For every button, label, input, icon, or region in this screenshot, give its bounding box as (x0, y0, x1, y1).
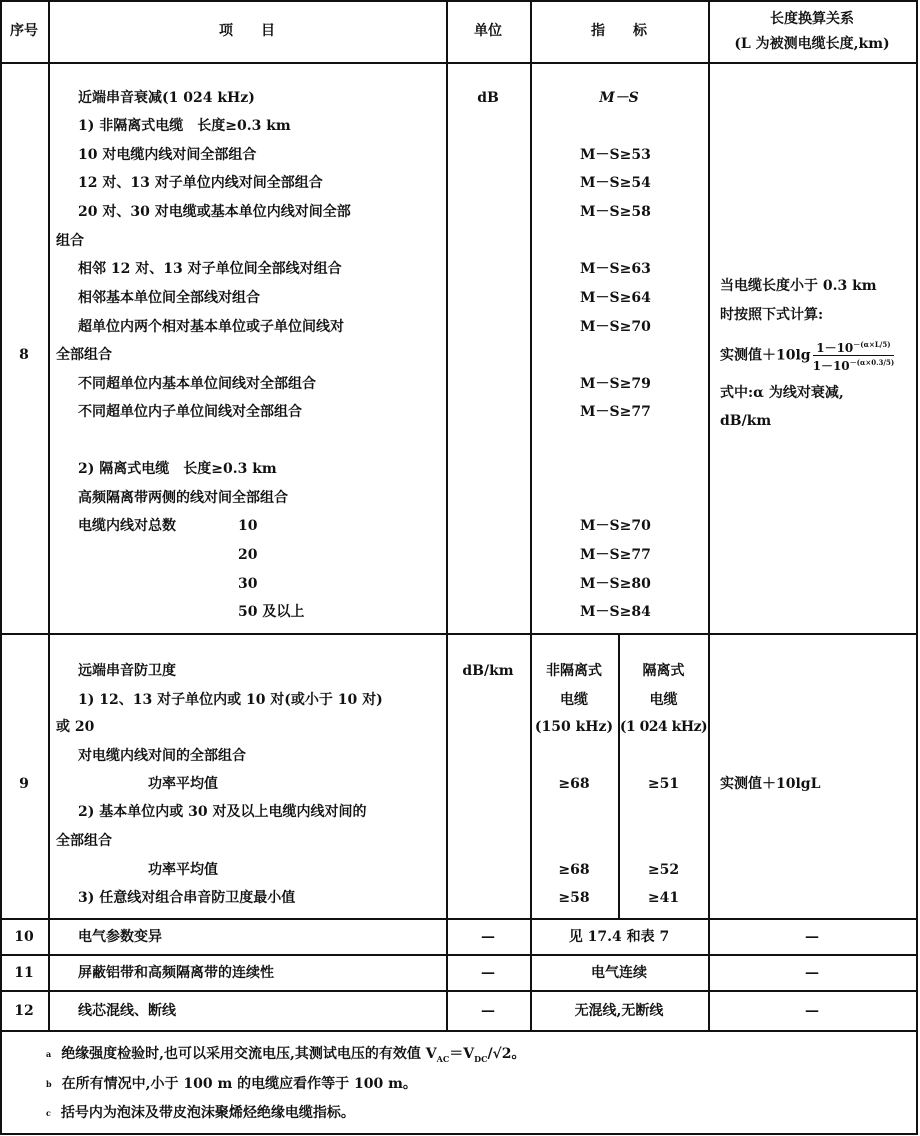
footnote-c (46, 1104, 355, 1122)
header-no: 序号 (10, 23, 38, 39)
item-line: 或 20 (56, 719, 95, 735)
index-value: M－S≥77 (580, 404, 651, 420)
conv-formula (720, 338, 894, 373)
denominator-exponent: －(α×0.3/5) (849, 358, 895, 367)
row-no: 11 (14, 965, 34, 981)
item-line: 2) 基本单位内或 30 对及以上电缆内线对间的 (78, 804, 367, 820)
item-line: 10 (238, 518, 258, 534)
item-line: 3) 任意线对组合串音防卫度最小值 (78, 890, 296, 906)
index-value: M－S≥70 (580, 518, 651, 534)
index-value: M－S≥84 (580, 604, 651, 620)
row-no: 9 (19, 776, 29, 792)
rule (0, 0, 918, 2)
item-line: 20 对、30 对电缆或基本单位内线对间全部 (78, 204, 351, 220)
index-value: M－S≥63 (580, 261, 651, 277)
item-line: 近端串音衰减(1 024 kHz) (78, 90, 255, 106)
subscript: DC (474, 1053, 488, 1064)
item: 线芯混线、断线 (78, 1003, 176, 1019)
header-index: 指 标 (591, 23, 647, 39)
col-a-head: (150 kHz) (534, 719, 614, 735)
rule (0, 633, 918, 635)
footnote-text: /√2。 (487, 1046, 526, 1062)
item-line: 不同超单位内基本单位间线对全部组合 (78, 376, 316, 392)
row-no: 10 (14, 929, 34, 945)
unit: dB (477, 90, 499, 106)
col-b-value: ≥52 (647, 862, 680, 878)
item: 屏蔽铝带和高频隔离带的连续性 (78, 965, 274, 981)
index: 见 17.4 和表 7 (568, 929, 670, 945)
row-no: 8 (19, 347, 29, 363)
footnote-text: ＝V (449, 1046, 475, 1062)
footnote-mark: c (46, 1108, 51, 1118)
footnote-b (46, 1075, 417, 1093)
item-line: 组合 (56, 233, 84, 249)
conv: — (805, 1003, 819, 1019)
rule (0, 918, 918, 920)
rule (446, 0, 448, 1031)
conv-text: 当电缆长度小于 0.3 km (720, 278, 877, 294)
rule (48, 0, 50, 1031)
numerator: 1－10 (816, 341, 854, 355)
item-line: 2) 隔离式电缆 长度≥0.3 km (78, 461, 277, 477)
item-line: 相邻 12 对、13 对子单位间全部线对组合 (78, 261, 342, 277)
rule (0, 62, 918, 64)
index-value: M－S≥70 (580, 319, 651, 335)
footnote-mark: a (46, 1049, 52, 1059)
rule (0, 1030, 918, 1032)
rule (0, 990, 918, 992)
col-a-head: 非隔离式 (546, 663, 602, 679)
col-b-head: (1 024 kHz) (619, 719, 708, 735)
item-line: 12 对、13 对子单位内线对间全部组合 (78, 175, 323, 191)
item-line: 功率平均值 (148, 862, 218, 878)
col-a-value: ≥58 (558, 890, 590, 906)
formula-prefix: 实测值＋10lg (720, 347, 811, 364)
unit: — (481, 1003, 495, 1019)
item-line: 全部组合 (56, 347, 112, 363)
index-value: M－S≥54 (580, 175, 651, 191)
item-line: 不同超单位内子单位间线对全部组合 (78, 404, 302, 420)
item-line: 超单位内两个相对基本单位或子单位间线对 (78, 319, 344, 335)
item-line: 功率平均值 (148, 776, 218, 792)
subscript: AC (436, 1053, 450, 1064)
rule (708, 0, 710, 1031)
header-unit: 单位 (474, 23, 502, 39)
footnote-text: 绝缘强度检验时,也可以采用交流电压,其测试电压的有效值 V (61, 1046, 437, 1062)
col-b-head: 隔离式 (642, 663, 685, 679)
index-value: M－S≥53 (580, 147, 651, 163)
item-line: 10 对电缆内线对间全部组合 (78, 147, 257, 163)
item-line: 对电缆内线对间的全部组合 (78, 748, 246, 764)
item-line: 1) 非隔离式电缆 长度≥0.3 km (78, 118, 291, 134)
col-a-head: 电缆 (560, 692, 588, 708)
item-line: 20 (238, 547, 258, 563)
item-line: 远端串音防卫度 (78, 663, 176, 679)
col-b-value: ≥51 (647, 776, 680, 792)
unit: — (481, 929, 495, 945)
numerator-exponent: －(α×L/5) (853, 340, 891, 349)
item-line: 相邻基本单位间全部线对组合 (78, 290, 260, 306)
item-line: 高频隔离带两侧的线对间全部组合 (78, 490, 288, 506)
conv-text: dB/km (720, 413, 772, 429)
conv: — (805, 965, 819, 981)
denominator: 1－10 (812, 359, 850, 373)
index-head: M－S (599, 90, 639, 106)
unit: — (481, 965, 495, 981)
footnote-a (46, 1045, 526, 1068)
formula-fraction (813, 338, 895, 373)
conv-text: 时按照下式计算: (720, 307, 824, 323)
header-item: 项 目 (219, 23, 275, 39)
item-line: 30 (238, 576, 258, 592)
col-b-value: ≥41 (647, 890, 680, 906)
header-conv: 长度换算关系 (770, 11, 854, 27)
index: 电气连续 (591, 965, 647, 981)
rule (0, 1133, 918, 1135)
index-value: M－S≥79 (580, 376, 651, 392)
item-line: 电缆内线对总数 (78, 518, 176, 534)
footnote-mark: b (46, 1079, 52, 1089)
col-a-value: ≥68 (558, 776, 590, 792)
index-value: M－S≥80 (580, 576, 651, 592)
col-a-value: ≥68 (558, 862, 590, 878)
item: 电气参数变异 (78, 929, 162, 945)
unit: dB/km (462, 663, 514, 679)
index-value: M－S≥58 (580, 204, 651, 220)
col-b-head: 电缆 (649, 692, 678, 708)
rule (916, 0, 918, 1135)
conv: — (805, 929, 819, 945)
item-line: 50 及以上 (238, 604, 305, 620)
footnote-text: 括号内为泡沫及带皮泡沫聚烯烃绝缘电缆指标。 (60, 1105, 355, 1121)
index: 无混线,无断线 (574, 1003, 664, 1019)
header-conv-note: (L 为被测电缆长度,km) (734, 36, 890, 52)
index-value: M－S≥77 (580, 547, 651, 563)
conv-text: 式中:α 为线对衰减, (720, 385, 844, 401)
conv-text: 实测值＋10lgL (720, 776, 821, 792)
row-no: 12 (14, 1003, 34, 1019)
item-line: 1) 12、13 对子单位内或 10 对(或小于 10 对) (78, 692, 383, 708)
item-line: 全部组合 (56, 833, 112, 849)
index-value: M－S≥64 (580, 290, 651, 306)
rule (0, 954, 918, 956)
footnote-text: 在所有情况中,小于 100 m 的电缆应看作等于 100 m。 (61, 1076, 417, 1092)
